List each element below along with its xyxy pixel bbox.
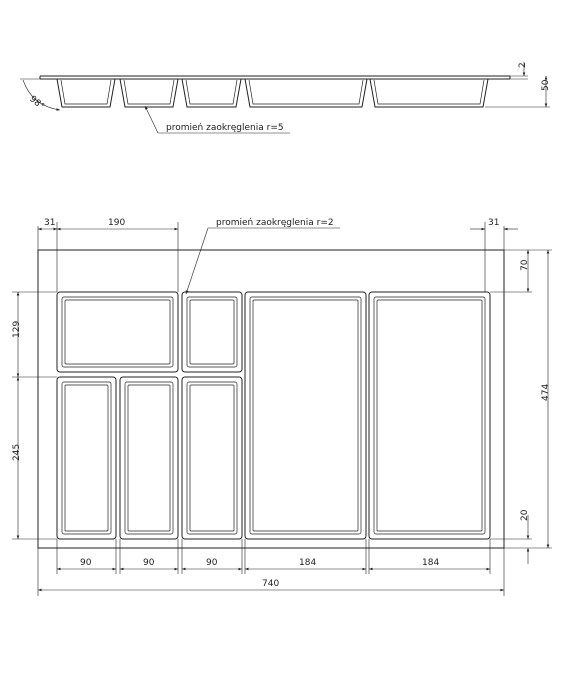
dim-col3: 90 <box>206 558 218 568</box>
angle-label: 98° <box>27 94 46 113</box>
dim-overall-depth: 474 <box>541 383 551 401</box>
top-view <box>12 218 552 596</box>
dim-col2: 90 <box>143 558 155 568</box>
height-label: 50 <box>541 79 551 91</box>
radius-leader-side <box>145 106 158 133</box>
dim-col5: 184 <box>422 558 440 568</box>
compartment-small-top <box>182 292 242 372</box>
dim-top-row-height: 129 <box>12 320 22 338</box>
thickness-label: 2 <box>518 62 528 68</box>
dim-left-margin: 31 <box>44 218 56 228</box>
radius-callout-side: promień zaokręglenia r=5 <box>166 123 284 133</box>
radius-leader-top <box>186 228 208 294</box>
compartment-bottom-2 <box>120 377 178 539</box>
dim-right-margin: 31 <box>488 218 500 228</box>
dim-top-offset: 70 <box>520 259 530 271</box>
dim-col1: 90 <box>80 558 92 568</box>
dim-bottom-offset: 20 <box>520 509 530 521</box>
compartment-large-top-left <box>57 292 178 372</box>
side-view <box>20 62 551 133</box>
cross-section-inner <box>61 80 484 104</box>
compartment-bottom-3 <box>182 377 242 539</box>
dim-top-compartment-width: 190 <box>108 218 126 228</box>
compartment-bottom-1 <box>57 377 116 539</box>
cross-section-profile <box>57 79 488 107</box>
radius-callout-top: promień zaokręglenia r=2 <box>216 218 334 228</box>
dim-col4: 184 <box>299 558 317 568</box>
compartment-tall-4 <box>245 292 366 539</box>
compartment-tall-5 <box>369 292 490 539</box>
dim-bottom-row-height: 245 <box>12 443 22 461</box>
dim-overall-width: 740 <box>262 579 280 589</box>
